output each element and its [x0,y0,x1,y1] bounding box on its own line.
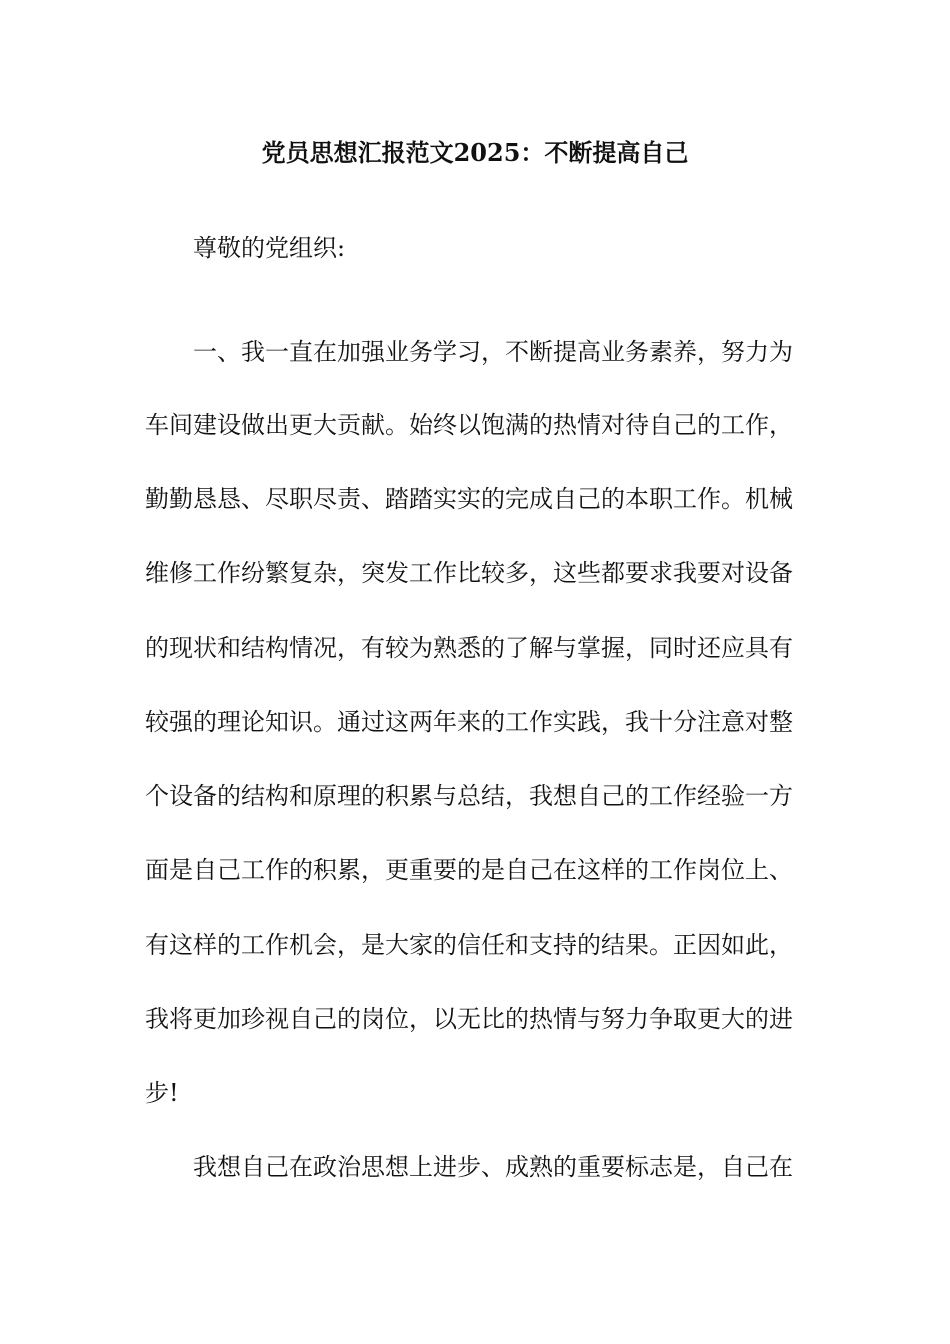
paragraph-line: 步! [145,1079,179,1107]
paragraph-line: 面是自己工作的积累，更重要的是自己在这样的工作岗位上、 [145,856,793,884]
paragraph-line: 勤勤恳恳、尽职尽责、踏踏实实的完成自己的本职工作。机械 [145,485,793,513]
paragraph-line: 较强的理论知识。通过这两年来的工作实践，我十分注意对整 [145,708,793,736]
paragraph-line: 个设备的结构和原理的积累与总结，我想自己的工作经验一方 [145,782,793,810]
paragraph-line: 的现状和结构情况，有较为熟悉的了解与掌握，同时还应具有 [145,634,793,662]
paragraph-line: 有这样的工作机会，是大家的信任和支持的结果。正因如此， [145,931,793,959]
paragraph-line: 我将更加珍视自己的岗位，以无比的热情与努力争取更大的进 [145,1005,793,1033]
document-title: 党员思想汇报范文2025：不断提高自己 [261,138,689,167]
paragraph-line: 我想自己在政治思想上进步、成熟的重要标志是，自己在 [193,1153,793,1181]
paragraph-line: 维修工作纷繁复杂，突发工作比较多，这些都要求我要对设备 [145,559,793,587]
salutation: 尊敬的党组织: [193,234,346,262]
paragraph-line: 车间建设做出更大贡献。始终以饱满的热情对待自己的工作， [145,411,793,439]
paragraph-line: 一、我一直在加强业务学习，不断提高业务素养，努力为 [193,338,793,366]
